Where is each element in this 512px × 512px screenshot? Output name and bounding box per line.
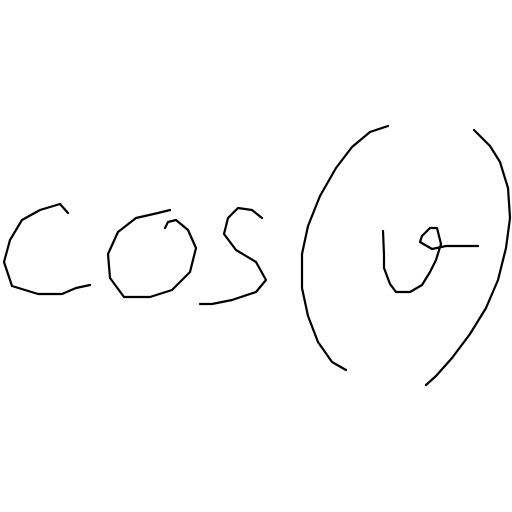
glyph-close-paren — [426, 130, 510, 385]
glyph-o — [108, 210, 196, 297]
glyph-s — [200, 208, 266, 304]
glyph-open-paren — [302, 126, 388, 370]
glyph-v — [383, 228, 478, 292]
glyph-c — [4, 204, 90, 294]
